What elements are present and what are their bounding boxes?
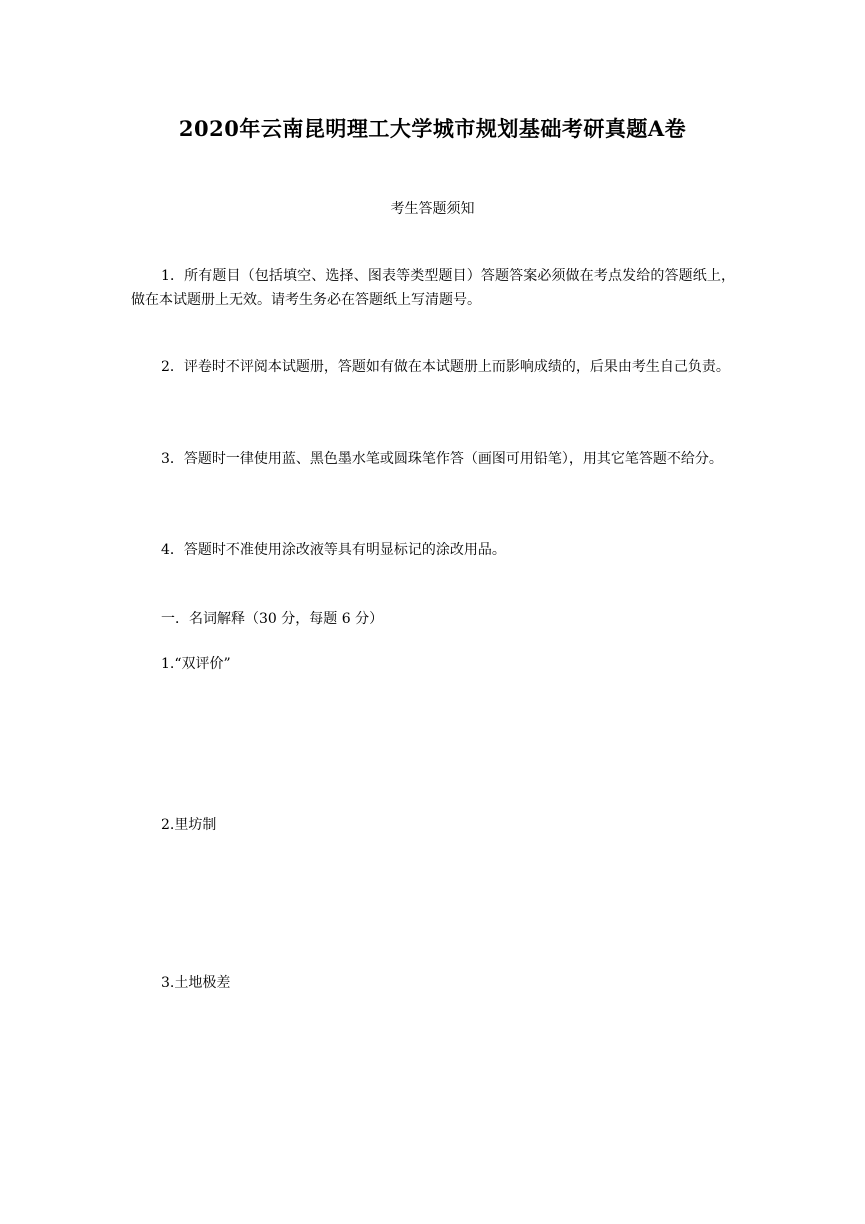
- question-2: 2.里坊制: [161, 817, 217, 833]
- question-3: 3.土地极差: [161, 975, 231, 991]
- notice-item-4: 4．答题时不准使用涂改液等具有明显标记的涂改用品。: [161, 542, 506, 558]
- section-heading: 一．名词解释（30 分，每题 6 分）: [161, 611, 384, 627]
- question-1: 1.“双评价”: [161, 656, 231, 672]
- notice-item-3: 3．答题时一律使用蓝、黑色墨水笔或圆珠笔作答（画图可用铅笔），用其它笔答题不给分。: [161, 451, 723, 467]
- exam-title: 2020年云南昆明理工大学城市规划基础考研真题A卷: [178, 116, 687, 141]
- notice-item-2: 2．评卷时不评阅本试题册，答题如有做在本试题册上而影响成绩的，后果由考生自己负责。: [161, 359, 730, 375]
- notice-item-1: 1．所有题目（包括填空、选择、图表等类型题目）答题答案必须做在考点发给的答题纸上，做在本试题册上无效。请考生务必在答题纸上写清题号。: [131, 268, 735, 308]
- instructions-heading: 考生答题须知: [390, 201, 475, 217]
